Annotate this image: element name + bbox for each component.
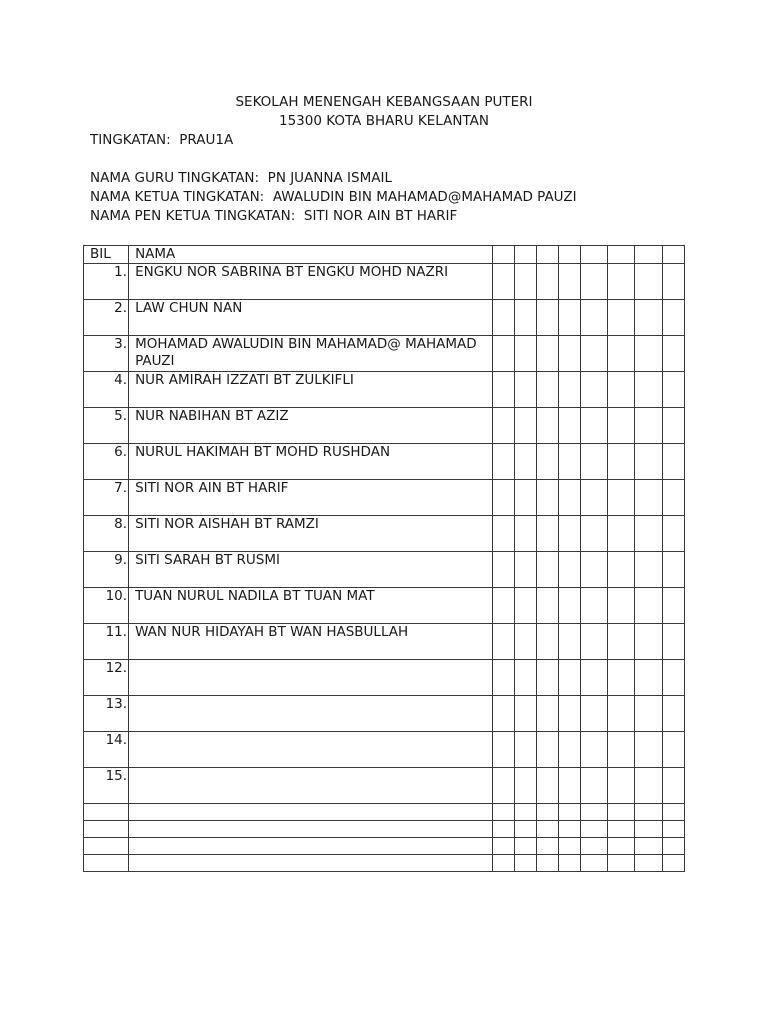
row-number: 1. xyxy=(84,264,129,300)
row-number: 2. xyxy=(84,300,129,336)
blank-cell xyxy=(558,804,580,821)
blank-cell xyxy=(580,855,607,872)
mark-cell xyxy=(558,588,580,624)
student-name xyxy=(129,768,493,804)
mark-cell xyxy=(662,336,684,372)
blank-cell xyxy=(514,838,536,855)
ketua-label: NAMA KETUA TINGKATAN: xyxy=(90,189,265,205)
school-name: SEKOLAH MENENGAH KEBANGSAAN PUTERI xyxy=(235,94,533,110)
student-name: SITI SARAH BT RUSMI xyxy=(129,552,493,588)
mark-cell xyxy=(536,660,558,696)
blank-cell xyxy=(662,804,684,821)
blank-cell xyxy=(84,804,129,821)
table-row xyxy=(84,336,685,372)
mark-cell xyxy=(514,372,536,408)
pen-ketua-value: SITI NOR AIN BT HARIF xyxy=(303,208,458,224)
mark-cell xyxy=(558,660,580,696)
mark-cell xyxy=(662,408,684,444)
mark-cell xyxy=(514,246,536,264)
table-row xyxy=(84,732,685,768)
mark-cell xyxy=(662,552,684,588)
guru-line xyxy=(90,169,392,187)
mark-cell xyxy=(536,264,558,300)
table-row xyxy=(84,300,685,336)
ketua-line xyxy=(90,188,577,206)
mark-cell xyxy=(514,444,536,480)
blank-cell xyxy=(514,821,536,838)
mark-cell xyxy=(607,660,634,696)
blank-cell xyxy=(662,821,684,838)
mark-cell xyxy=(492,552,514,588)
mark-cell xyxy=(536,552,558,588)
mark-cell xyxy=(558,300,580,336)
mark-cell xyxy=(492,696,514,732)
table-row xyxy=(84,696,685,732)
mark-cell xyxy=(558,732,580,768)
blank-cell xyxy=(558,855,580,872)
blank-cell xyxy=(580,821,607,838)
mark-cell xyxy=(514,768,536,804)
school-address: 15300 KOTA BHARU KELANTAN xyxy=(279,113,489,129)
mark-cell xyxy=(536,336,558,372)
mark-cell xyxy=(634,336,662,372)
student-name: NUR NABIHAN BT AZIZ xyxy=(129,408,493,444)
table-row xyxy=(84,516,685,552)
mark-cell xyxy=(558,372,580,408)
mark-cell xyxy=(580,372,607,408)
blank-cell xyxy=(492,855,514,872)
blank-cell xyxy=(634,855,662,872)
table-row xyxy=(84,480,685,516)
mark-cell xyxy=(662,768,684,804)
blank-cell xyxy=(580,838,607,855)
blank-cell xyxy=(580,804,607,821)
blank-cell xyxy=(514,855,536,872)
row-number: 7. xyxy=(84,480,129,516)
mark-cell xyxy=(492,624,514,660)
mark-cell xyxy=(607,768,634,804)
mark-cell xyxy=(634,696,662,732)
blank-cell xyxy=(514,804,536,821)
mark-cell xyxy=(634,588,662,624)
mark-cell xyxy=(558,408,580,444)
mark-cell xyxy=(558,768,580,804)
mark-cell xyxy=(662,372,684,408)
mark-cell xyxy=(634,516,662,552)
mark-cell xyxy=(558,552,580,588)
mark-cell xyxy=(492,264,514,300)
mark-cell xyxy=(558,480,580,516)
mark-cell xyxy=(662,696,684,732)
mark-cell xyxy=(536,696,558,732)
blank-cell xyxy=(536,838,558,855)
blank-cell xyxy=(662,838,684,855)
mark-cell xyxy=(634,246,662,264)
row-number: 10. xyxy=(84,588,129,624)
mark-cell xyxy=(492,372,514,408)
class-register-table xyxy=(83,245,685,872)
mark-cell xyxy=(607,588,634,624)
blank-cell xyxy=(492,838,514,855)
guru-value: PN JUANNA ISMAIL xyxy=(267,170,392,186)
mark-cell xyxy=(514,408,536,444)
mark-cell xyxy=(492,516,514,552)
pen-ketua-label: NAMA PEN KETUA TINGKATAN: xyxy=(90,208,296,224)
tingkatan-value: PRAU1A xyxy=(179,132,234,148)
mark-cell xyxy=(514,264,536,300)
mark-cell xyxy=(607,444,634,480)
blank-cell xyxy=(607,838,634,855)
mark-cell xyxy=(580,264,607,300)
student-name: NUR AMIRAH IZZATI BT ZULKIFLI xyxy=(129,372,493,408)
mark-cell xyxy=(536,732,558,768)
mark-cell xyxy=(536,408,558,444)
row-number: 13. xyxy=(84,696,129,732)
mark-cell xyxy=(607,264,634,300)
blank-row xyxy=(84,821,685,838)
row-number: 9. xyxy=(84,552,129,588)
table-header-row xyxy=(84,246,685,264)
mark-cell xyxy=(558,264,580,300)
mark-cell xyxy=(634,372,662,408)
mark-cell xyxy=(662,516,684,552)
blank-cell xyxy=(634,838,662,855)
mark-cell xyxy=(662,660,684,696)
mark-cell xyxy=(514,516,536,552)
row-number: 4. xyxy=(84,372,129,408)
ketua-value: AWALUDIN BIN MAHAMAD@MAHAMAD PAUZI xyxy=(272,189,577,205)
mark-cell xyxy=(634,444,662,480)
mark-cell xyxy=(662,300,684,336)
mark-cell xyxy=(514,588,536,624)
mark-cell xyxy=(580,732,607,768)
mark-cell xyxy=(492,768,514,804)
blank-cell xyxy=(634,804,662,821)
mark-cell xyxy=(662,588,684,624)
table-row xyxy=(84,660,685,696)
mark-cell xyxy=(580,300,607,336)
mark-cell xyxy=(536,516,558,552)
blank-row xyxy=(84,804,685,821)
mark-cell xyxy=(580,408,607,444)
mark-cell xyxy=(662,480,684,516)
mark-cell xyxy=(634,264,662,300)
mark-cell xyxy=(634,660,662,696)
table-row xyxy=(84,552,685,588)
mark-cell xyxy=(492,246,514,264)
mark-cell xyxy=(492,480,514,516)
blank-cell xyxy=(536,821,558,838)
mark-cell xyxy=(514,300,536,336)
mark-cell xyxy=(536,588,558,624)
blank-row xyxy=(84,855,685,872)
mark-cell xyxy=(492,336,514,372)
guru-label: NAMA GURU TINGKATAN: xyxy=(90,170,260,186)
mark-cell xyxy=(607,246,634,264)
mark-cell xyxy=(580,768,607,804)
mark-cell xyxy=(558,444,580,480)
pen-ketua-line xyxy=(90,207,457,225)
mark-cell xyxy=(514,480,536,516)
blank-cell xyxy=(84,821,129,838)
mark-cell xyxy=(580,696,607,732)
blank-cell xyxy=(662,855,684,872)
table-row xyxy=(84,624,685,660)
blank-cell xyxy=(536,804,558,821)
mark-cell xyxy=(607,732,634,768)
blank-cell xyxy=(558,821,580,838)
mark-cell xyxy=(580,336,607,372)
mark-cell xyxy=(536,300,558,336)
mark-cell xyxy=(634,552,662,588)
mark-cell xyxy=(514,336,536,372)
blank-row xyxy=(84,838,685,855)
blank-cell xyxy=(607,821,634,838)
table-row xyxy=(84,588,685,624)
row-number: 12. xyxy=(84,660,129,696)
mark-cell xyxy=(580,624,607,660)
mark-cell xyxy=(607,336,634,372)
mark-cell xyxy=(662,444,684,480)
mark-cell xyxy=(536,372,558,408)
table-body xyxy=(84,246,685,872)
table-row xyxy=(84,264,685,300)
blank-cell xyxy=(607,804,634,821)
student-name xyxy=(129,660,493,696)
student-name: TUAN NURUL NADILA BT TUAN MAT xyxy=(129,588,493,624)
mark-cell xyxy=(607,552,634,588)
mark-cell xyxy=(492,588,514,624)
mark-cell xyxy=(580,246,607,264)
student-name xyxy=(129,696,493,732)
blank-cell xyxy=(558,838,580,855)
mark-cell xyxy=(580,444,607,480)
mark-cell xyxy=(662,732,684,768)
blank-cell xyxy=(634,821,662,838)
mark-cell xyxy=(580,480,607,516)
mark-cell xyxy=(607,624,634,660)
table-row xyxy=(84,444,685,480)
tingkatan-label: TINGKATAN: xyxy=(90,132,171,148)
mark-cell xyxy=(558,624,580,660)
table-row xyxy=(84,408,685,444)
mark-cell xyxy=(634,732,662,768)
mark-cell xyxy=(536,480,558,516)
mark-cell xyxy=(607,408,634,444)
mark-cell xyxy=(580,660,607,696)
student-name: MOHAMAD AWALUDIN BIN MAHAMAD@ MAHAMAD PAUZI xyxy=(129,336,493,372)
mark-cell xyxy=(580,588,607,624)
mark-cell xyxy=(662,246,684,264)
bil-header: BIL xyxy=(84,246,129,264)
mark-cell xyxy=(492,444,514,480)
mark-cell xyxy=(607,696,634,732)
row-number: 8. xyxy=(84,516,129,552)
blank-cell xyxy=(492,821,514,838)
student-name: LAW CHUN NAN xyxy=(129,300,493,336)
mark-cell xyxy=(580,516,607,552)
row-number: 14. xyxy=(84,732,129,768)
row-number: 6. xyxy=(84,444,129,480)
mark-cell xyxy=(492,408,514,444)
tingkatan-line xyxy=(90,131,233,149)
mark-cell xyxy=(514,660,536,696)
mark-cell xyxy=(662,624,684,660)
mark-cell xyxy=(634,480,662,516)
mark-cell xyxy=(558,336,580,372)
mark-cell xyxy=(536,444,558,480)
table-row xyxy=(84,372,685,408)
mark-cell xyxy=(492,660,514,696)
student-name: ENGKU NOR SABRINA BT ENGKU MOHD NAZRI xyxy=(129,264,493,300)
nama-header: NAMA xyxy=(129,246,493,264)
mark-cell xyxy=(536,768,558,804)
mark-cell xyxy=(634,408,662,444)
row-number: 11. xyxy=(84,624,129,660)
blank-cell xyxy=(536,855,558,872)
blank-cell xyxy=(129,804,493,821)
blank-cell xyxy=(129,838,493,855)
mark-cell xyxy=(607,372,634,408)
row-number: 3. xyxy=(84,336,129,372)
row-number: 5. xyxy=(84,408,129,444)
mark-cell xyxy=(492,300,514,336)
mark-cell xyxy=(558,246,580,264)
mark-cell xyxy=(580,552,607,588)
student-name: WAN NUR HIDAYAH BT WAN HASBULLAH xyxy=(129,624,493,660)
mark-cell xyxy=(514,624,536,660)
mark-cell xyxy=(634,300,662,336)
row-number: 15. xyxy=(84,768,129,804)
student-name: SITI NOR AIN BT HARIF xyxy=(129,480,493,516)
blank-cell xyxy=(607,855,634,872)
student-name: NURUL HAKIMAH BT MOHD RUSHDAN xyxy=(129,444,493,480)
blank-cell xyxy=(84,855,129,872)
blank-cell xyxy=(84,838,129,855)
mark-cell xyxy=(536,624,558,660)
mark-cell xyxy=(607,480,634,516)
mark-cell xyxy=(634,768,662,804)
mark-cell xyxy=(514,696,536,732)
mark-cell xyxy=(514,732,536,768)
student-name: SITI NOR AISHAH BT RAMZI xyxy=(129,516,493,552)
mark-cell xyxy=(558,516,580,552)
blank-cell xyxy=(129,821,493,838)
student-name xyxy=(129,732,493,768)
mark-cell xyxy=(558,696,580,732)
mark-cell xyxy=(634,624,662,660)
mark-cell xyxy=(492,732,514,768)
blank-cell xyxy=(492,804,514,821)
mark-cell xyxy=(514,552,536,588)
table-row xyxy=(84,768,685,804)
mark-cell xyxy=(662,264,684,300)
mark-cell xyxy=(607,300,634,336)
blank-cell xyxy=(129,855,493,872)
mark-cell xyxy=(607,516,634,552)
mark-cell xyxy=(536,246,558,264)
